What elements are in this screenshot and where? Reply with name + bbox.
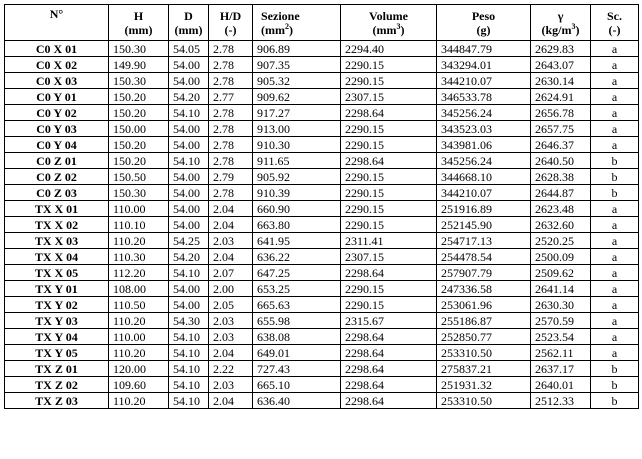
cell-specimen-id: C0 Y 03 <box>5 121 109 137</box>
cell-weight: 344847.79 <box>437 41 531 57</box>
cell-hd-ratio: 2.04 <box>209 249 253 265</box>
cell-score: a <box>591 217 639 233</box>
cell-specimen-id: C0 X 01 <box>5 41 109 57</box>
cell-specimen-id: C0 X 02 <box>5 57 109 73</box>
cell-volume: 2298.64 <box>341 393 437 409</box>
cell-section: 641.95 <box>253 233 341 249</box>
cell-hd-ratio: 2.04 <box>209 217 253 233</box>
cell-hd-ratio: 2.04 <box>209 345 253 361</box>
cell-score: a <box>591 73 639 89</box>
cell-hd-ratio: 2.03 <box>209 233 253 249</box>
cell-height: 110.20 <box>109 313 169 329</box>
table-row <box>5 169 639 185</box>
cell-hd-ratio: 2.04 <box>209 201 253 217</box>
table-row <box>5 249 639 265</box>
cell-section: 636.40 <box>253 393 341 409</box>
col-header-ratio-name: H/D <box>219 8 242 23</box>
cell-weight: 346533.78 <box>437 89 531 105</box>
cell-volume: 2298.64 <box>341 153 437 169</box>
cell-section: 638.08 <box>253 329 341 345</box>
cell-hd-ratio: 2.04 <box>209 393 253 409</box>
table-row <box>5 57 639 73</box>
col-header-density-unit: $(kg/m^3)$ <box>541 21 580 37</box>
cell-score: b <box>591 393 639 409</box>
cell-density: 2630.14 <box>531 73 591 89</box>
cell-density: 2640.01 <box>531 377 591 393</box>
cell-height: 110.20 <box>109 345 169 361</box>
cell-section: 917.27 <box>253 105 341 121</box>
cell-diameter: 54.00 <box>169 57 209 73</box>
cell-section: 649.01 <box>253 345 341 361</box>
cell-score: b <box>591 169 639 185</box>
col-header-height-name: H <box>133 8 144 23</box>
col-header-volume-unit: $(mm^3)$ <box>372 21 405 37</box>
cell-weight: 343294.01 <box>437 57 531 73</box>
cell-height: 150.30 <box>109 73 169 89</box>
cell-score: a <box>591 329 639 345</box>
table-row <box>5 345 639 361</box>
table-row <box>5 153 639 169</box>
cell-height: 150.30 <box>109 41 169 57</box>
cell-section: 663.80 <box>253 217 341 233</box>
table-header <box>5 5 639 41</box>
cell-density: 2623.48 <box>531 201 591 217</box>
cell-weight: 254478.54 <box>437 249 531 265</box>
cell-hd-ratio: 2.78 <box>209 73 253 89</box>
cell-volume: 2315.67 <box>341 313 437 329</box>
cell-score: a <box>591 89 639 105</box>
cell-diameter: 54.10 <box>169 265 209 281</box>
cell-weight: 254717.13 <box>437 233 531 249</box>
cell-volume: 2298.64 <box>341 345 437 361</box>
cell-volume: 2298.64 <box>341 265 437 281</box>
cell-score: b <box>591 377 639 393</box>
cell-diameter: 54.00 <box>169 185 209 201</box>
cell-section: 907.35 <box>253 57 341 73</box>
cell-height: 120.00 <box>109 361 169 377</box>
cell-hd-ratio: 2.78 <box>209 57 253 73</box>
cell-specimen-id: TX X 02 <box>5 217 109 233</box>
col-header-score-name: Sc. <box>607 8 622 23</box>
cell-height: 149.90 <box>109 57 169 73</box>
cell-height: 150.20 <box>109 105 169 121</box>
cell-section: 647.25 <box>253 265 341 281</box>
cell-weight: 345256.24 <box>437 153 531 169</box>
cell-section: 665.10 <box>253 377 341 393</box>
cell-score: a <box>591 281 639 297</box>
cell-density: 2624.91 <box>531 89 591 105</box>
cell-diameter: 54.00 <box>169 201 209 217</box>
cell-volume: 2298.64 <box>341 329 437 345</box>
cell-specimen-id: C0 Z 02 <box>5 169 109 185</box>
cell-diameter: 54.20 <box>169 89 209 105</box>
cell-weight: 344668.10 <box>437 169 531 185</box>
col-header-score <box>591 5 639 41</box>
cell-diameter: 54.25 <box>169 233 209 249</box>
col-header-weight-name: Peso <box>471 8 496 23</box>
cell-height: 150.20 <box>109 153 169 169</box>
cell-specimen-id: TX Y 01 <box>5 281 109 297</box>
cell-hd-ratio: 2.78 <box>209 41 253 57</box>
cell-score: a <box>591 41 639 57</box>
cell-volume: 2290.15 <box>341 297 437 313</box>
cell-density: 2629.83 <box>531 41 591 57</box>
table-row <box>5 361 639 377</box>
cell-volume: 2290.15 <box>341 185 437 201</box>
cell-specimen-id: C0 Y 04 <box>5 137 109 153</box>
cell-density: 2509.62 <box>531 265 591 281</box>
cell-volume: 2298.64 <box>341 361 437 377</box>
col-header-score-unit: (-) <box>608 22 621 37</box>
cell-specimen-id: C0 Z 01 <box>5 153 109 169</box>
cell-volume: 2290.15 <box>341 281 437 297</box>
cell-specimen-id: TX X 01 <box>5 201 109 217</box>
cell-weight: 253310.50 <box>437 393 531 409</box>
cell-score: a <box>591 121 639 137</box>
col-header-diameter-name: D <box>184 8 193 23</box>
cell-weight: 247336.58 <box>437 281 531 297</box>
cell-hd-ratio: 2.00 <box>209 281 253 297</box>
cell-density: 2512.33 <box>531 393 591 409</box>
cell-volume: 2290.15 <box>341 217 437 233</box>
col-header-number-name: N° <box>49 7 64 21</box>
col-header-volume <box>341 5 437 41</box>
cell-density: 2520.25 <box>531 233 591 249</box>
cell-section: 911.65 <box>253 153 341 169</box>
cell-hd-ratio: 2.05 <box>209 297 253 313</box>
cell-specimen-id: C0 X 03 <box>5 73 109 89</box>
cell-hd-ratio: 2.78 <box>209 137 253 153</box>
cell-section: 653.25 <box>253 281 341 297</box>
cell-weight: 255186.87 <box>437 313 531 329</box>
col-header-density-name: γ <box>557 8 564 23</box>
cell-density: 2641.14 <box>531 281 591 297</box>
table-row <box>5 377 639 393</box>
cell-hd-ratio: 2.78 <box>209 185 253 201</box>
cell-section: 727.43 <box>253 361 341 377</box>
col-header-height <box>109 5 169 41</box>
col-header-number <box>5 5 109 41</box>
cell-diameter: 54.10 <box>169 361 209 377</box>
cell-section: 905.92 <box>253 169 341 185</box>
cell-density: 2500.09 <box>531 249 591 265</box>
cell-section: 910.39 <box>253 185 341 201</box>
cell-weight: 344210.07 <box>437 185 531 201</box>
cell-height: 110.00 <box>109 201 169 217</box>
cell-section: 906.89 <box>253 41 341 57</box>
cell-height: 150.00 <box>109 121 169 137</box>
cell-score: a <box>591 249 639 265</box>
cell-diameter: 54.00 <box>169 137 209 153</box>
cell-weight: 252145.90 <box>437 217 531 233</box>
cell-height: 110.00 <box>109 329 169 345</box>
cell-specimen-id: TX Z 01 <box>5 361 109 377</box>
col-header-section-unit: $(mm^2)$ <box>261 21 293 37</box>
cell-specimen-id: TX Y 04 <box>5 329 109 345</box>
cell-weight: 257907.79 <box>437 265 531 281</box>
cell-density: 2632.60 <box>531 217 591 233</box>
cell-section: 913.00 <box>253 121 341 137</box>
cell-volume: 2294.40 <box>341 41 437 57</box>
cell-score: a <box>591 105 639 121</box>
cell-section: 909.62 <box>253 89 341 105</box>
table-row <box>5 217 639 233</box>
cell-density: 2644.87 <box>531 185 591 201</box>
cell-weight: 275837.21 <box>437 361 531 377</box>
cell-specimen-id: TX X 05 <box>5 265 109 281</box>
cell-density: 2570.59 <box>531 313 591 329</box>
cell-section: 636.22 <box>253 249 341 265</box>
cell-density: 2640.50 <box>531 153 591 169</box>
cell-score: a <box>591 201 639 217</box>
cell-weight: 253310.50 <box>437 345 531 361</box>
cell-volume: 2307.15 <box>341 89 437 105</box>
cell-diameter: 54.10 <box>169 345 209 361</box>
table-row <box>5 393 639 409</box>
cell-hd-ratio: 2.78 <box>209 105 253 121</box>
cell-density: 2656.78 <box>531 105 591 121</box>
cell-weight: 344210.07 <box>437 73 531 89</box>
table-row <box>5 105 639 121</box>
cell-section: 905.32 <box>253 73 341 89</box>
cell-weight: 251931.32 <box>437 377 531 393</box>
col-header-volume-name: Volume <box>369 8 408 23</box>
cell-diameter: 54.20 <box>169 249 209 265</box>
cell-density: 2562.11 <box>531 345 591 361</box>
table-row <box>5 41 639 57</box>
cell-volume: 2290.15 <box>341 169 437 185</box>
cell-section: 910.30 <box>253 137 341 153</box>
cell-height: 110.30 <box>109 249 169 265</box>
col-header-weight-unit: (g) <box>476 22 491 37</box>
table-row <box>5 281 639 297</box>
cell-section: 665.63 <box>253 297 341 313</box>
col-header-weight <box>437 5 531 41</box>
cell-hd-ratio: 2.07 <box>209 265 253 281</box>
cell-diameter: 54.10 <box>169 105 209 121</box>
table-row <box>5 329 639 345</box>
col-header-ratio-unit: (-) <box>224 22 237 37</box>
table-row <box>5 73 639 89</box>
col-header-diameter-unit: (mm) <box>174 22 203 37</box>
table-row <box>5 233 639 249</box>
cell-diameter: 54.00 <box>169 217 209 233</box>
cell-density: 2657.75 <box>531 121 591 137</box>
cell-height: 110.20 <box>109 233 169 249</box>
cell-density: 2643.07 <box>531 57 591 73</box>
cell-height: 109.60 <box>109 377 169 393</box>
cell-density: 2637.17 <box>531 361 591 377</box>
cell-height: 110.50 <box>109 297 169 313</box>
cell-diameter: 54.10 <box>169 153 209 169</box>
cell-diameter: 54.05 <box>169 41 209 57</box>
cell-volume: 2290.15 <box>341 137 437 153</box>
cell-specimen-id: TX Y 05 <box>5 345 109 361</box>
cell-weight: 251916.89 <box>437 201 531 217</box>
cell-volume: 2298.64 <box>341 377 437 393</box>
cell-specimen-id: TX Z 02 <box>5 377 109 393</box>
cell-hd-ratio: 2.79 <box>209 169 253 185</box>
cell-height: 108.00 <box>109 281 169 297</box>
cell-density: 2630.30 <box>531 297 591 313</box>
cell-volume: 2290.15 <box>341 121 437 137</box>
col-header-density <box>531 5 591 41</box>
cell-specimen-id: TX Y 03 <box>5 313 109 329</box>
cell-height: 150.30 <box>109 185 169 201</box>
specimen-data-table <box>4 4 639 409</box>
cell-score: a <box>591 313 639 329</box>
cell-specimen-id: C0 Z 03 <box>5 185 109 201</box>
header-row <box>5 5 639 41</box>
cell-diameter: 54.10 <box>169 377 209 393</box>
table-body <box>5 41 639 409</box>
cell-hd-ratio: 2.77 <box>209 89 253 105</box>
col-header-section <box>253 5 341 41</box>
table-row <box>5 297 639 313</box>
cell-weight: 345256.24 <box>437 105 531 121</box>
cell-score: b <box>591 153 639 169</box>
table-row <box>5 201 639 217</box>
cell-score: a <box>591 137 639 153</box>
cell-diameter: 54.00 <box>169 169 209 185</box>
col-header-diameter <box>169 5 209 41</box>
cell-volume: 2311.41 <box>341 233 437 249</box>
cell-height: 150.20 <box>109 137 169 153</box>
table-row <box>5 265 639 281</box>
cell-specimen-id: TX Z 03 <box>5 393 109 409</box>
table-row <box>5 137 639 153</box>
table-row <box>5 121 639 137</box>
cell-hd-ratio: 2.78 <box>209 121 253 137</box>
cell-diameter: 54.00 <box>169 73 209 89</box>
cell-volume: 2290.15 <box>341 201 437 217</box>
cell-height: 112.20 <box>109 265 169 281</box>
cell-specimen-id: TX Y 02 <box>5 297 109 313</box>
cell-specimen-id: TX X 04 <box>5 249 109 265</box>
cell-score: b <box>591 185 639 201</box>
cell-height: 150.50 <box>109 169 169 185</box>
cell-volume: 2290.15 <box>341 73 437 89</box>
cell-specimen-id: TX X 03 <box>5 233 109 249</box>
cell-diameter: 54.10 <box>169 329 209 345</box>
cell-volume: 2298.64 <box>341 105 437 121</box>
cell-diameter: 54.30 <box>169 313 209 329</box>
cell-volume: 2290.15 <box>341 57 437 73</box>
cell-hd-ratio: 2.03 <box>209 329 253 345</box>
cell-hd-ratio: 2.78 <box>209 153 253 169</box>
cell-density: 2646.37 <box>531 137 591 153</box>
cell-hd-ratio: 2.03 <box>209 377 253 393</box>
cell-diameter: 54.00 <box>169 121 209 137</box>
cell-score: a <box>591 57 639 73</box>
cell-weight: 343981.06 <box>437 137 531 153</box>
cell-diameter: 54.10 <box>169 393 209 409</box>
col-header-section-name: Sezione <box>261 8 300 23</box>
cell-score: a <box>591 345 639 361</box>
cell-hd-ratio: 2.03 <box>209 313 253 329</box>
cell-section: 660.90 <box>253 201 341 217</box>
cell-score: a <box>591 297 639 313</box>
cell-weight: 253061.96 <box>437 297 531 313</box>
cell-section: 655.98 <box>253 313 341 329</box>
cell-density: 2523.54 <box>531 329 591 345</box>
cell-score: a <box>591 233 639 249</box>
table-row <box>5 313 639 329</box>
cell-height: 150.20 <box>109 89 169 105</box>
cell-score: a <box>591 265 639 281</box>
col-header-height-unit: (mm) <box>124 22 153 37</box>
cell-height: 110.20 <box>109 393 169 409</box>
cell-density: 2628.38 <box>531 169 591 185</box>
col-header-ratio <box>209 5 253 41</box>
table-row <box>5 185 639 201</box>
table-row <box>5 89 639 105</box>
cell-score: b <box>591 361 639 377</box>
cell-weight: 252850.77 <box>437 329 531 345</box>
cell-volume: 2307.15 <box>341 249 437 265</box>
cell-specimen-id: C0 Y 02 <box>5 105 109 121</box>
cell-height: 110.10 <box>109 217 169 233</box>
cell-diameter: 54.00 <box>169 297 209 313</box>
cell-diameter: 54.00 <box>169 281 209 297</box>
cell-specimen-id: C0 Y 01 <box>5 89 109 105</box>
cell-weight: 343523.03 <box>437 121 531 137</box>
cell-hd-ratio: 2.22 <box>209 361 253 377</box>
